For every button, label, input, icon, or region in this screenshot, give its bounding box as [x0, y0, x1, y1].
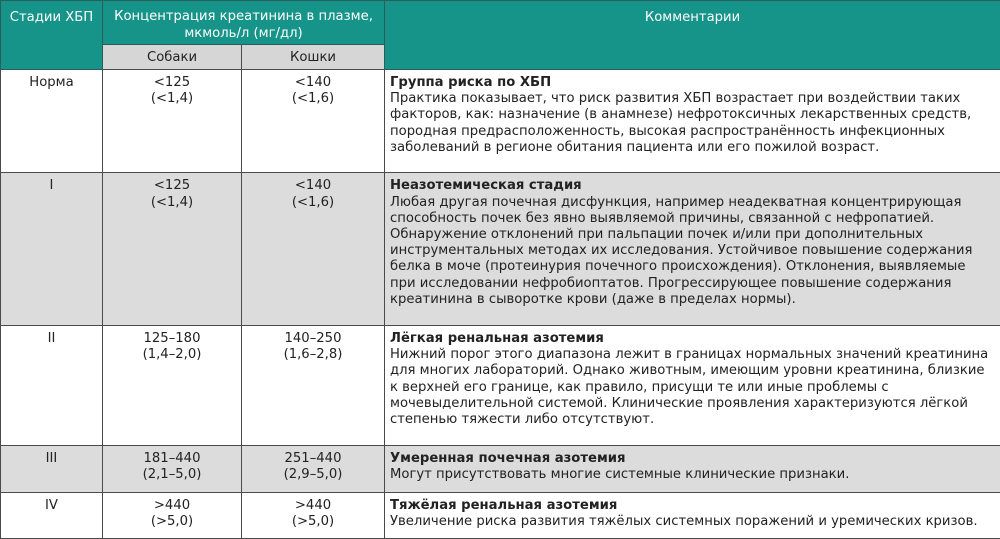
comment-cell	[385, 326, 1000, 446]
dogs-value-mgdl: (1,4–2,0)	[142, 347, 202, 363]
dogs-value-mgdl: (<1,4)	[150, 91, 194, 107]
cats-value: <140	[294, 178, 332, 194]
comment-text: Любая другая почечная дисфункция, например неадекватная концентрирующая способность почек без явно выявляемой причины, связанной с нефропатией. Обнаружение отклонений при пальпации почек и/или при дополнительных инструментальных методах их исследования. Устойчивое повышение содержания белка в моче (протеинурия почечного происхождения). Отклонения, выявляемые при исследовании нефробиоптатов. Прогрессирующее повышение содержания креатинина в сыворотке крови (даже в пределах нормы).	[390, 194, 973, 307]
stage-cell: I	[1, 173, 103, 326]
dogs-value-mgdl: (2,1–5,0)	[142, 466, 202, 482]
cats-value-mgdl: (1,6–2,8)	[283, 347, 343, 363]
stage-cell: IV	[1, 492, 103, 538]
comment-cell	[385, 445, 1000, 492]
dogs-value: 181–440	[143, 450, 201, 466]
comment-title: Группа риска по ХБП	[390, 75, 552, 90]
stage-cell: II	[1, 326, 103, 446]
cats-value-mgdl: (>5,0)	[291, 513, 335, 529]
cats-value-cell	[242, 445, 385, 492]
header-concentration	[103, 1, 385, 45]
dogs-value: 125–180	[143, 331, 201, 347]
header-concentration-line2: мкмоль/л (мг/дл)	[184, 25, 303, 41]
cats-value-mgdl: (<1,6)	[291, 91, 335, 107]
header-concentration-line1: Концентрация креатинина в плазме,	[114, 8, 373, 24]
dogs-value-cell	[103, 492, 242, 538]
dogs-value-cell	[103, 326, 242, 446]
comment-text: Нижний порог этого диапазона лежит в границах нормальных значений креатинина для многих лабораторий. Однако животным, имеющим уровни креатинина, близкие к верхней его границе, как правило, присущи те или иные проблемы с мочевыделительной системой. Клинические проявления характеризуются лёгкой степенью тяжести либо отсутствуют.	[390, 347, 989, 428]
table-row	[1, 173, 1000, 326]
table-row	[1, 70, 1000, 173]
cats-value: <140	[294, 75, 332, 90]
cats-value-cell	[242, 492, 385, 538]
dogs-value: <125	[153, 178, 191, 194]
cats-value-mgdl: (2,9–5,0)	[283, 466, 343, 482]
comment-cell	[385, 492, 1000, 538]
stage-cell: Норма	[1, 70, 103, 173]
dogs-value: <125	[153, 75, 191, 90]
header-stage: Стадии ХБП	[1, 1, 103, 70]
cats-value-cell	[242, 326, 385, 446]
comment-text: Практика показывает, что риск развития ХБП возрастает при воздействии таких факторов, как: назначение (в анамнезе) нефротоксичных лекарственных средств, породная предрасположенность, высокая распространённость инфекционных заболеваний в регионе обитания пациента или его пожилой возраст.	[390, 91, 972, 155]
comment-text: Увеличение риска развития тяжёлых системных поражений и уремических кризов.	[390, 513, 978, 529]
table-row	[1, 326, 1000, 446]
dogs-value: >440	[153, 497, 191, 513]
dogs-value-cell	[103, 173, 242, 326]
comment-title: Лёгкая ренальная азотемия	[390, 331, 604, 347]
table-row	[1, 492, 1000, 538]
cats-value: 251–440	[284, 450, 342, 466]
cats-value: >440	[294, 497, 332, 513]
comment-text: Могут присутствовать многие системные клинические признаки.	[390, 466, 850, 482]
dogs-value-cell	[103, 70, 242, 173]
comment-title: Неазотемическая стадия	[390, 178, 582, 194]
header-cats: Кошки	[242, 45, 385, 70]
header-comments: Комментарии	[385, 1, 1000, 70]
cats-value-mgdl: (<1,6)	[291, 194, 335, 210]
comment-cell	[385, 173, 1000, 326]
dogs-value-cell	[103, 445, 242, 492]
comment-title: Тяжёлая ренальная азотемия	[390, 497, 618, 513]
dogs-value-mgdl: (>5,0)	[150, 513, 194, 529]
cats-value-cell	[242, 173, 385, 326]
comment-title: Умеренная почечная азотемия	[390, 450, 626, 466]
dogs-value-mgdl: (<1,4)	[150, 194, 194, 210]
comment-cell	[385, 70, 1000, 173]
table-row	[1, 445, 1000, 492]
header-dogs: Собаки	[103, 45, 242, 70]
cats-value: 140–250	[284, 331, 342, 347]
cats-value-cell	[242, 70, 385, 173]
stage-cell: III	[1, 445, 103, 492]
